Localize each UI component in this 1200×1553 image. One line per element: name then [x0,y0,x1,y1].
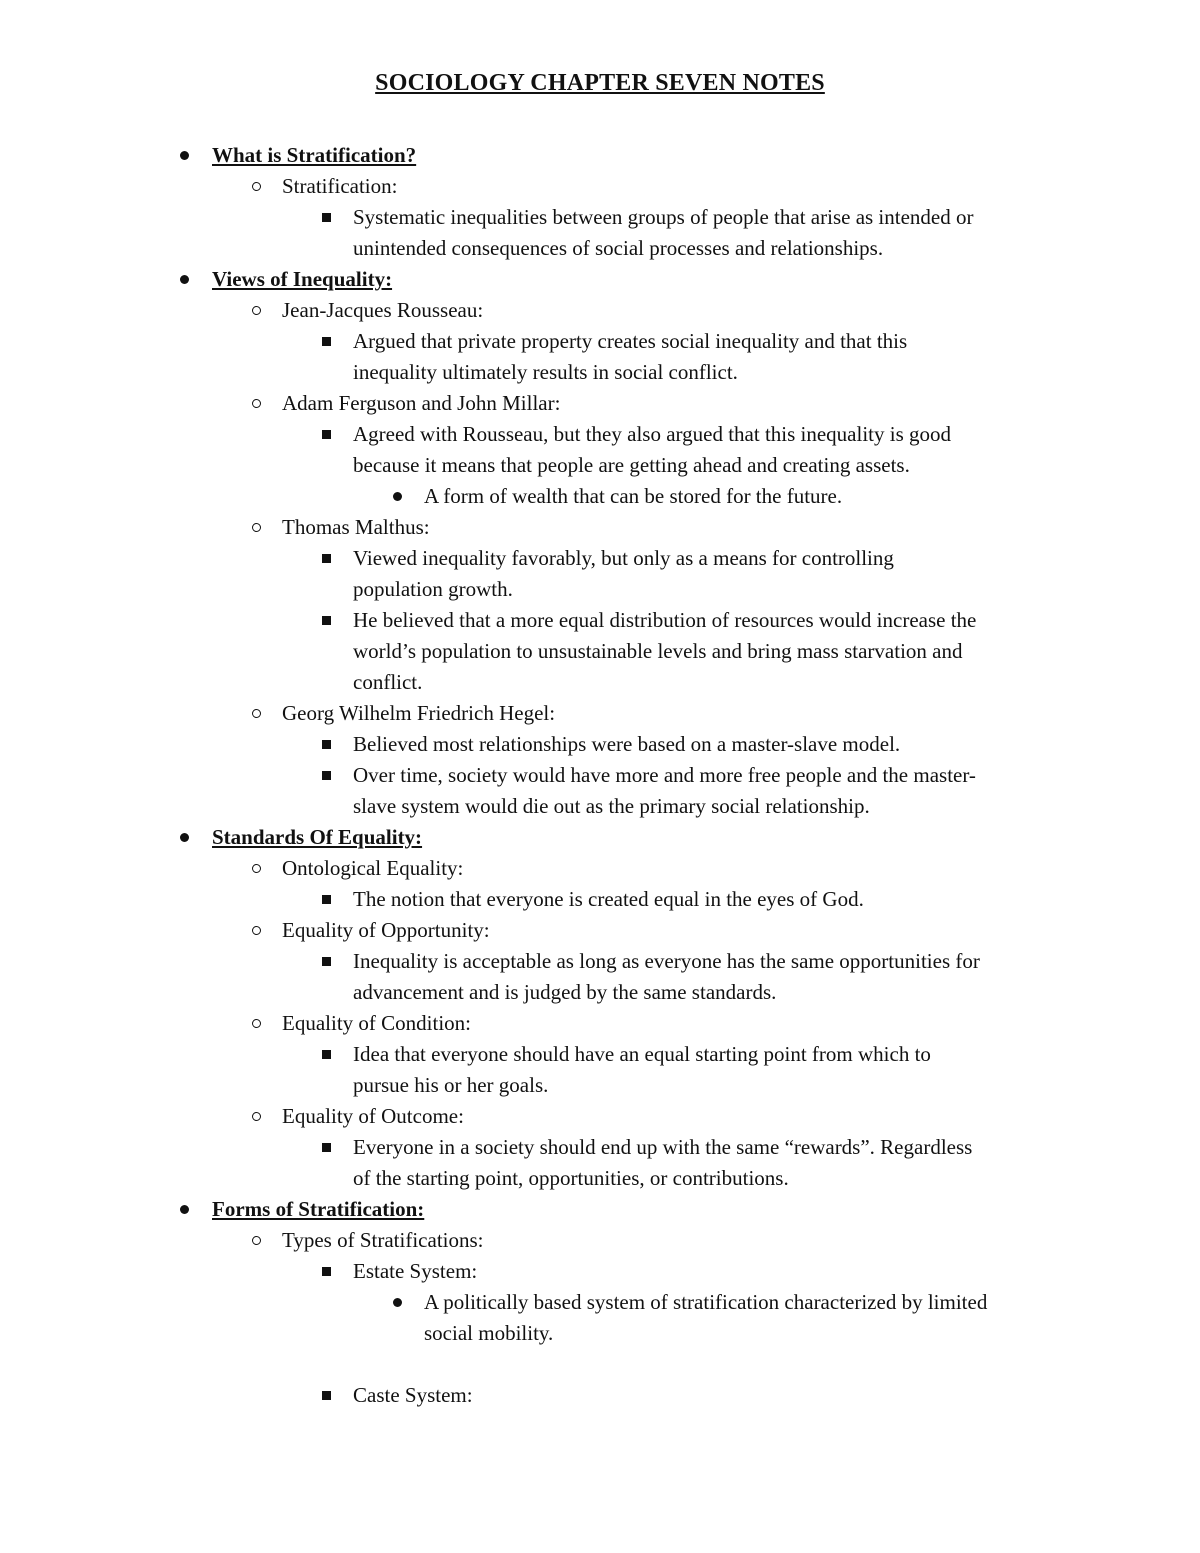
circle-bullet-icon [246,388,266,419]
outline-text: Thomas Malthus: [282,515,430,539]
outline-line [0,419,1200,450]
circle-bullet-icon [246,853,266,884]
square-bullet-icon [316,1256,336,1287]
circle-bullet-icon [246,698,266,729]
outline-text: pursue his or her goals. [353,1073,549,1097]
outline-line [0,1008,1200,1039]
outline-text: world’s population to unsustainable levels and bring mass starvation and [353,639,963,663]
square-bullet-icon [316,1132,336,1163]
disc-bullet-icon [387,1287,407,1318]
outline-line [0,729,1200,760]
outline-text: Argued that private property creates social inequality and that this [353,329,908,353]
outline-line [0,450,1200,481]
square-bullet-icon [316,605,336,636]
outline-text: because it means that people are getting ahead and creating assets. [353,453,910,477]
outline-line [0,1225,1200,1256]
square-bullet-icon [316,1039,336,1070]
outline-line [0,140,1200,171]
section-heading: What is Stratification? [212,143,417,167]
outline-text: Agreed with Rousseau, but they also argued that this inequality is good [353,422,952,446]
outline-text: Estate System: [353,1259,478,1283]
outline-text: inequality ultimately results in social conflict. [353,360,738,384]
outline-text: slave system would die out as the primary social relationship. [353,794,870,818]
page-title: SOCIOLOGY CHAPTER SEVEN NOTES [375,70,825,96]
outline-line [0,1163,1200,1194]
square-bullet-icon [316,884,336,915]
outline-line [0,326,1200,357]
circle-bullet-icon [246,295,266,326]
outline-text: Ontological Equality: [282,856,464,880]
outline-text: Believed most relationships were based on a master-slave model. [353,732,901,756]
outline-text: He believed that a more equal distribution of resources would increase the [353,608,977,632]
outline-text: advancement and is judged by the same standards. [353,980,777,1004]
outline-line [0,574,1200,605]
outline-line [0,1287,1200,1318]
outline-line [0,1194,1200,1225]
outline-line [0,977,1200,1008]
outline-line [0,822,1200,853]
outline-line [0,698,1200,729]
outline-text: Viewed inequality favorably, but only as a means for controlling [353,546,894,570]
section-heading: Forms of Stratification: [212,1197,425,1221]
outline-line [0,1318,1200,1349]
outline-line [0,791,1200,822]
outline-line [0,915,1200,946]
outline-text: Adam Ferguson and John Millar: [282,391,561,415]
outline-line [0,667,1200,698]
circle-bullet-icon [246,915,266,946]
outline-line [0,1101,1200,1132]
outline-text: Caste System: [353,1383,473,1407]
section-heading: Views of Inequality: [212,267,393,291]
outline-line [0,605,1200,636]
blank-line [0,1349,1200,1380]
disc-bullet-icon [174,140,194,171]
circle-bullet-icon [246,1225,266,1256]
outline-line [0,295,1200,326]
outline-text: The notion that everyone is created equal in the eyes of God. [353,887,864,911]
square-bullet-icon [316,729,336,760]
outline-text: conflict. [353,670,423,694]
outline-text: Inequality is acceptable as long as everyone has the same opportunities for [353,949,980,973]
disc-bullet-icon [174,264,194,295]
outline-text: Jean-Jacques Rousseau: [282,298,484,322]
outline-line [0,760,1200,791]
outline-line [0,1070,1200,1101]
square-bullet-icon [316,946,336,977]
outline-line [0,884,1200,915]
outline-text: Georg Wilhelm Friedrich Hegel: [282,701,556,725]
outline-text: Types of Stratifications: [282,1228,484,1252]
outline-text: Over time, society would have more and more free people and the master- [353,763,976,787]
circle-bullet-icon [246,512,266,543]
outline-line [0,946,1200,977]
square-bullet-icon [316,326,336,357]
outline-text: population growth. [353,577,513,601]
outline-line [0,233,1200,264]
outline-text: Everyone in a society should end up with the same “rewards”. Regardless [353,1135,973,1159]
square-bullet-icon [316,543,336,574]
outline-line [0,1132,1200,1163]
outline-text: of the starting point, opportunities, or contributions. [353,1166,789,1190]
outline-line [0,481,1200,512]
outline-text: Equality of Outcome: [282,1104,464,1128]
disc-bullet-icon [387,481,407,512]
circle-bullet-icon [246,171,266,202]
outline-line [0,543,1200,574]
outline-text: Idea that everyone should have an equal starting point from which to [353,1042,931,1066]
outline-line [0,264,1200,295]
square-bullet-icon [316,202,336,233]
disc-bullet-icon [174,1194,194,1225]
outline-line [0,357,1200,388]
outline-text: unintended consequences of social processes and relationships. [353,236,884,260]
circle-bullet-icon [246,1008,266,1039]
square-bullet-icon [316,760,336,791]
square-bullet-icon [316,419,336,450]
outline-line [0,512,1200,543]
outline-line [0,1256,1200,1287]
square-bullet-icon [316,1380,336,1411]
outline-text: Systematic inequalities between groups of people that arise as intended or [353,205,974,229]
outline-text: Equality of Condition: [282,1011,471,1035]
outline-text: social mobility. [424,1321,554,1345]
outline-text: A politically based system of stratification characterized by limited [424,1290,988,1314]
circle-bullet-icon [246,1101,266,1132]
outline-text: Equality of Opportunity: [282,918,490,942]
outline-line [0,171,1200,202]
outline-line [0,202,1200,233]
disc-bullet-icon [174,822,194,853]
section-heading: Standards Of Equality: [212,825,423,849]
outline-line [0,1039,1200,1070]
notes-outline [0,140,1200,1411]
outline-line [0,853,1200,884]
outline-text: A form of wealth that can be stored for the future. [424,484,843,508]
outline-text: Stratification: [282,174,398,198]
outline-line [0,636,1200,667]
outline-line [0,388,1200,419]
outline-line [0,1380,1200,1411]
